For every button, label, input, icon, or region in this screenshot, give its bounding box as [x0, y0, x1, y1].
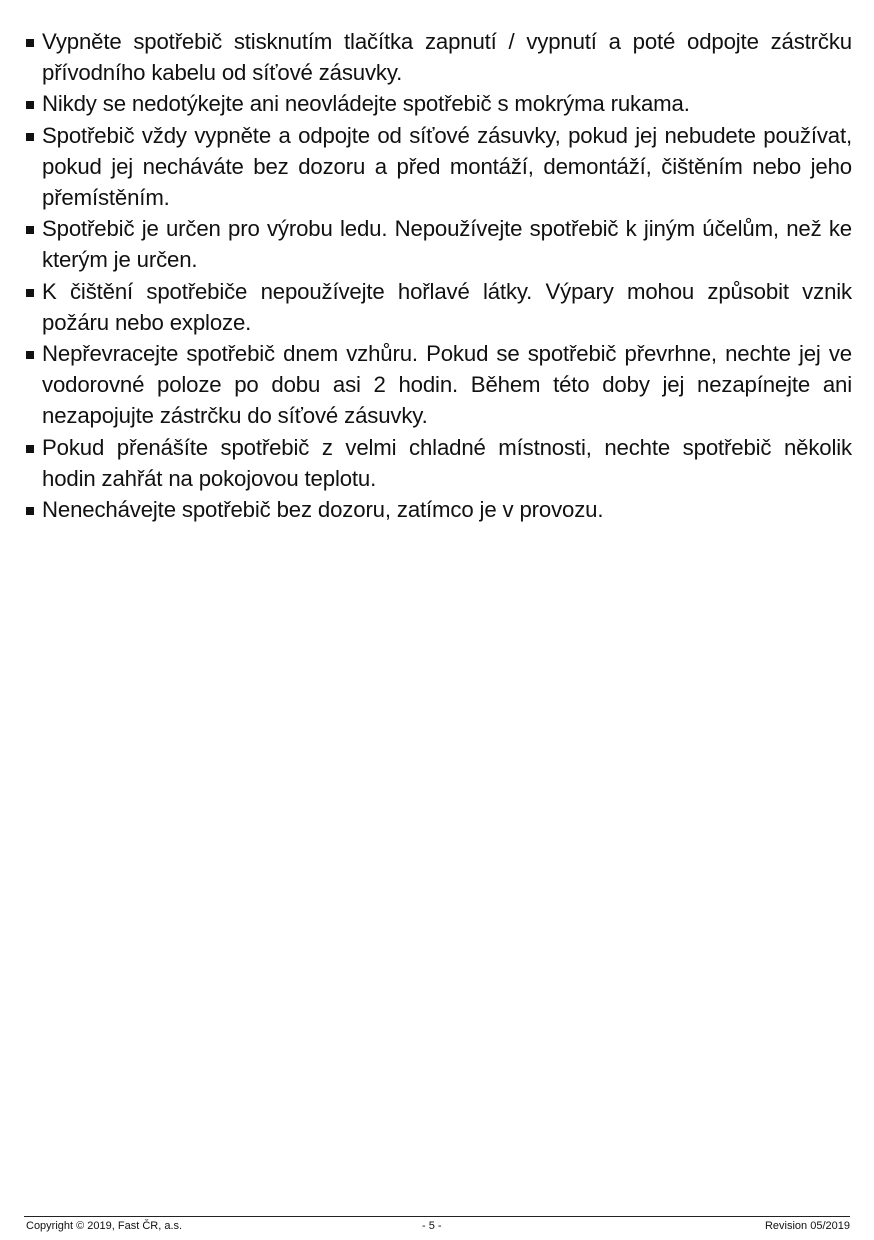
square-bullet-icon — [26, 351, 34, 359]
list-item — [24, 338, 852, 432]
square-bullet-icon — [26, 101, 34, 109]
page-number: - 5 - — [422, 1220, 442, 1232]
list-item — [24, 432, 852, 494]
list-item-text: Pokud přenášíte spotřebič z velmi chladné místnosti, nechte spotřebič několik hodin zahřát na pokojovou teplotu. — [42, 434, 852, 491]
list-item-text: Nepřevracejte spotřebič dnem vzhůru. Pokud se spotřebič převrhne, nechte jej ve vodorovné poloze po dobu asi 2 hodin. Během této doby jej nezapínejte ani nezapojujte zástrčku do síťové zásuvky. — [42, 341, 852, 429]
list-item — [24, 26, 852, 88]
list-item-text: K čištění spotřebiče nepoužívejte hořlavé látky. Výpary mohou způsobit vznik požáru nebo exploze. — [42, 278, 852, 335]
square-bullet-icon — [26, 507, 34, 515]
list-item — [24, 213, 852, 275]
list-item-text: Spotřebič vždy vypněte a odpojte od síťové zásuvky, pokud jej nebudete používat, pokud jej necháváte bez dozoru a před montáží, demontáží, čištěním nebo jeho přemístěním. — [42, 122, 852, 211]
page-footer — [24, 1216, 850, 1237]
square-bullet-icon — [26, 445, 34, 453]
safety-instructions — [24, 26, 852, 525]
copyright-notice: Copyright © 2019, Fast ČR, a.s. — [26, 1220, 183, 1232]
list-item — [24, 276, 852, 338]
list-item-text: Nenechávejte spotřebič bez dozoru, zatímco je v provozu. — [42, 497, 604, 523]
list-item-text: Nikdy se nedotýkejte ani neovládejte spotřebič s mokrýma rukama. — [42, 91, 690, 117]
square-bullet-icon — [26, 289, 34, 297]
list-item — [24, 120, 852, 214]
list-item — [24, 88, 852, 119]
list-item-text: Vypněte spotřebič stisknutím tlačítka zapnutí / vypnutí a poté odpojte zástrčku přívodního kabelu od síťové zásuvky. — [42, 29, 852, 86]
square-bullet-icon — [26, 226, 34, 234]
square-bullet-icon — [26, 39, 34, 47]
list-item-text: Spotřebič je určen pro výrobu ledu. Nepoužívejte spotřebič k jiným účelům, než ke kterým je určen. — [42, 216, 852, 273]
square-bullet-icon — [26, 133, 34, 141]
bullet-list — [24, 26, 852, 525]
revision-label: Revision 05/2019 — [764, 1220, 850, 1232]
list-item — [24, 494, 852, 525]
